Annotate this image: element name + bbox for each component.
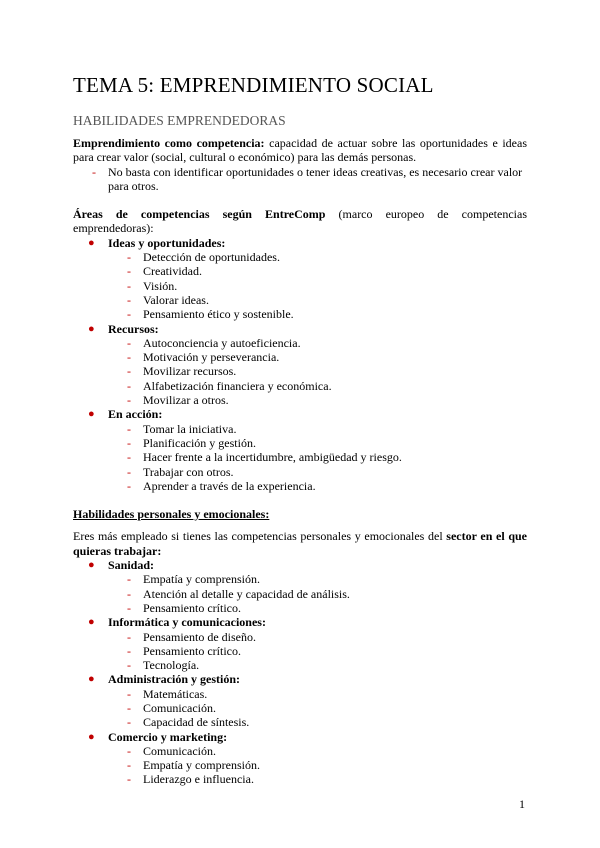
dash-sublist [108, 572, 527, 615]
dash-item: - Pensamiento crítico. [108, 601, 527, 615]
sectors-bullet-list [73, 558, 527, 787]
bullet-group [73, 322, 527, 408]
bullet-group [73, 236, 527, 322]
section-subtitle: HABILIDADES EMPRENDEDORAS [73, 113, 286, 128]
bullet-icon: ● [88, 730, 95, 743]
dash-sublist [108, 422, 527, 493]
habilidades-paragraph [73, 529, 527, 558]
intro-term: Emprendimiento como competencia: [73, 136, 265, 150]
dash-item: - Tecnología. [108, 658, 527, 672]
areas-description: (marco europeo de competencias emprendedoras): [73, 207, 527, 236]
areas-bullet-list [73, 236, 527, 493]
bullet-icon: ● [88, 322, 95, 335]
bullet-group [73, 615, 527, 672]
intro-dash-item: - No basta con identificar oportunidades o tener ideas creativas, es necesario crear valor para otros. [73, 165, 527, 194]
dash-item: - Empatía y comprensión. [108, 758, 527, 772]
intro-paragraph [73, 136, 527, 165]
dash-item: - Motivación y perseverancia. [108, 350, 527, 364]
bullet-group-label: En acción: [108, 407, 163, 422]
bullet-group-label: Recursos: [108, 321, 159, 336]
bullet-icon: ● [88, 236, 95, 249]
dash-item: - Matemáticas. [108, 687, 527, 701]
dash-item: - Tomar la iniciativa. [108, 422, 527, 436]
bullet-group [73, 672, 527, 729]
bullet-icon: ● [88, 408, 95, 421]
bullet-group-label: Ideas y oportunidades: [108, 235, 226, 250]
dash-item: - Planificación y gestión. [108, 436, 527, 450]
dash-item: - Liderazgo e influencia. [108, 772, 527, 786]
spacer [73, 493, 527, 507]
dash-item: - Capacidad de síntesis. [108, 715, 527, 729]
intro-dash-list [73, 165, 527, 194]
bullet-group-label: Informática y comunicaciones: [108, 615, 266, 630]
bullet-group [73, 558, 527, 615]
dash-sublist [108, 250, 527, 321]
dash-item: - Empatía y comprensión. [108, 572, 527, 586]
dash-sublist [108, 336, 527, 407]
dash-item: - Atención al detalle y capacidad de análisis. [108, 587, 527, 601]
dash-sublist [108, 630, 527, 673]
dash-item: - Autoconciencia y autoeficiencia. [108, 336, 527, 350]
dash-item: - Hacer frente a la incertidumbre, ambigüedad y riesgo. [108, 450, 527, 464]
dash-item: - Creatividad. [108, 264, 527, 278]
dash-item: - Trabajar con otros. [108, 465, 527, 479]
bullet-group-label: Administración y gestión: [108, 672, 240, 687]
dash-item: - Aprender a través de la experiencia. [108, 479, 527, 493]
dash-item: - Valorar ideas. [108, 293, 527, 307]
dash-item: - Pensamiento crítico. [108, 644, 527, 658]
bullet-icon: ● [88, 673, 95, 686]
bullet-group-label: Sanidad: [108, 558, 155, 573]
bullet-group [73, 730, 527, 787]
dash-item: - Visión. [108, 279, 527, 293]
habilidades-heading: Habilidades personales y emocionales: [73, 507, 270, 522]
dash-item: - Comunicación. [108, 744, 527, 758]
bullet-icon: ● [88, 559, 95, 572]
bullet-icon: ● [88, 616, 95, 629]
dash-item: - Comunicación. [108, 701, 527, 715]
bullet-group-label: Comercio y marketing: [108, 729, 228, 744]
dash-item: - Pensamiento ético y sostenible. [108, 307, 527, 321]
dash-item: - Movilizar recursos. [108, 364, 527, 378]
page-number: 1 [519, 797, 525, 811]
habilidades-text: Eres más empleado si tienes las competencias personales y emocionales del [73, 529, 447, 544]
dash-item: - Movilizar a otros. [108, 393, 527, 407]
spacer [73, 193, 527, 207]
dash-sublist [108, 687, 527, 730]
document-body [73, 136, 527, 787]
page-title: TEMA 5: EMPRENDIMIENTO SOCIAL [73, 73, 434, 97]
dash-item: - Detección de oportunidades. [108, 250, 527, 264]
areas-term: Áreas de competencias según EntreComp [73, 207, 326, 222]
intro-definition: capacidad de actuar sobre las oportunidades e ideas para crear valor (social, cultural o económico) para las demás personas. [73, 136, 528, 165]
bullet-group [73, 407, 527, 493]
dash-item: - Pensamiento de diseño. [108, 630, 527, 644]
habilidades-bold: sector en el que quieras trabajar: [73, 529, 527, 558]
spacer [73, 521, 527, 529]
areas-paragraph [73, 207, 527, 236]
dash-sublist [108, 744, 527, 787]
dash-item: - Alfabetización financiera y económica. [108, 379, 527, 393]
